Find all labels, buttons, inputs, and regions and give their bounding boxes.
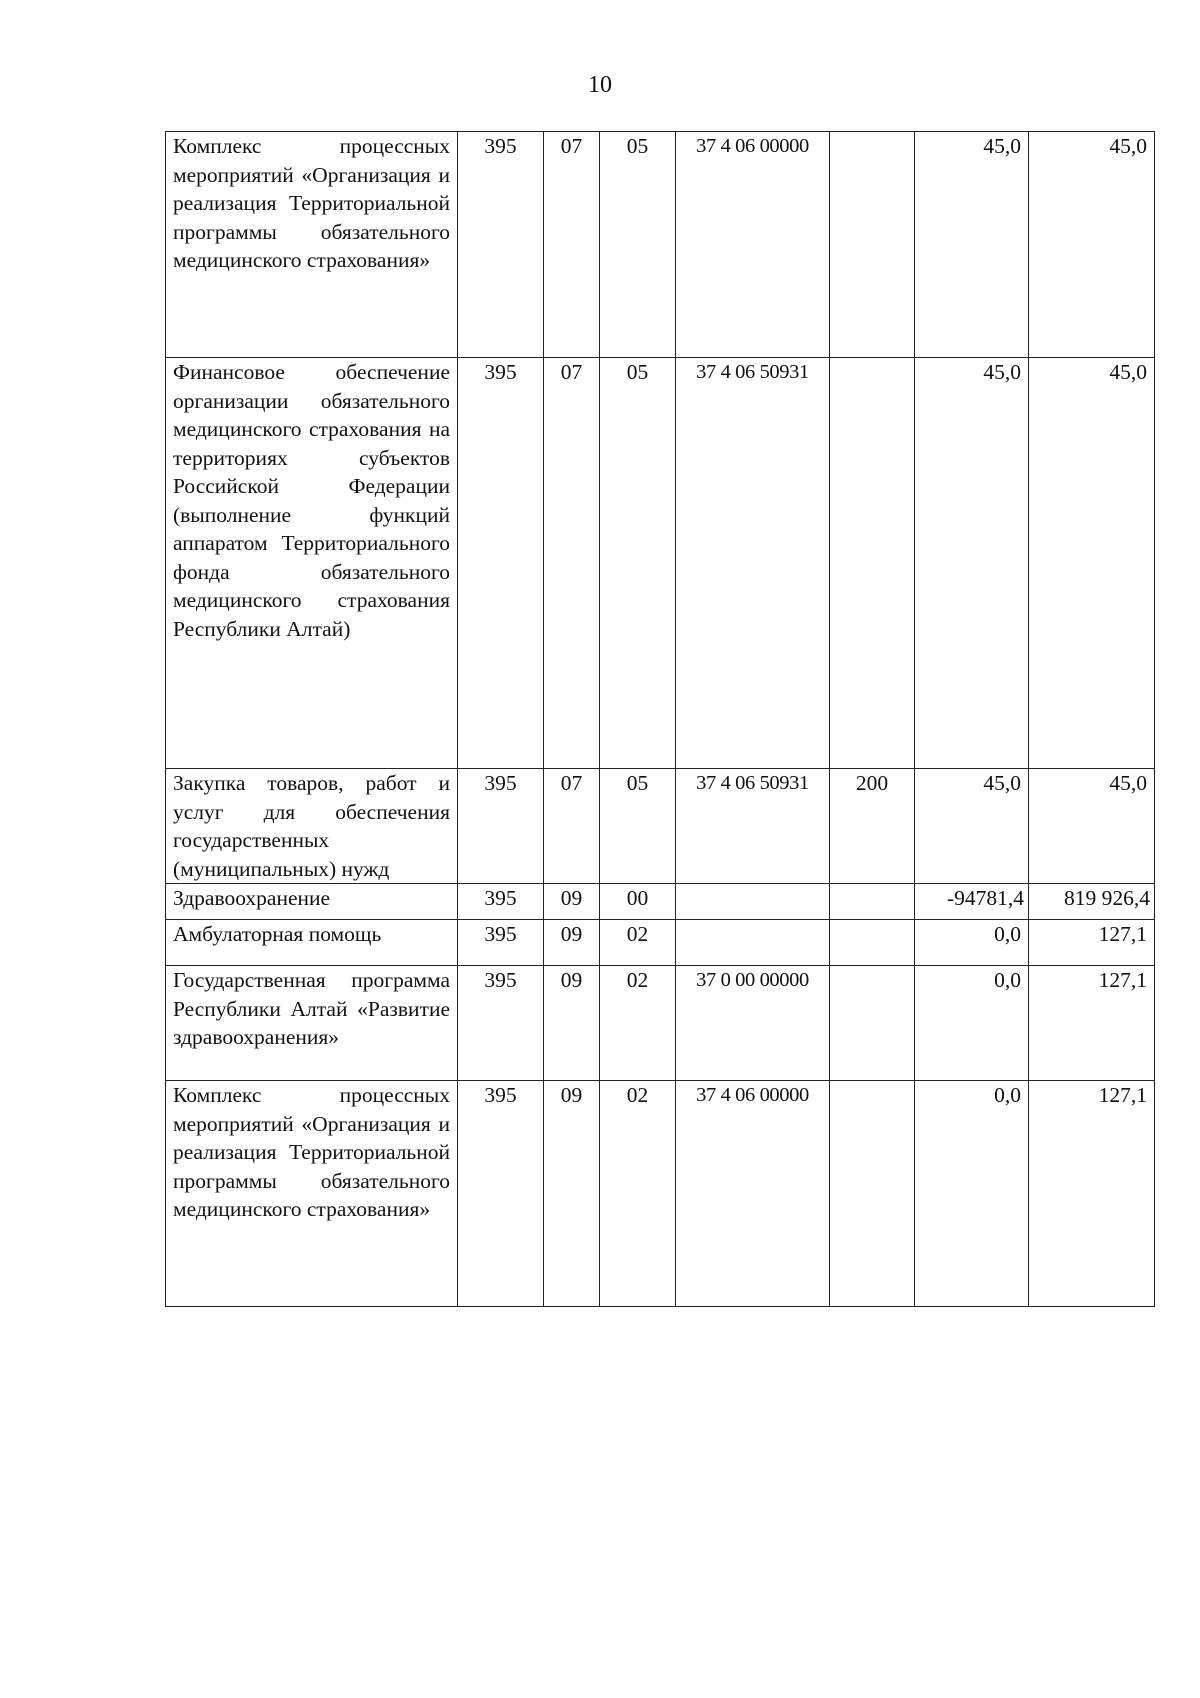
budget-table — [165, 131, 1155, 1307]
expense-type-cell — [830, 358, 915, 769]
target-article-cell: 37 0 00 00000 — [676, 966, 830, 1081]
grbs-cell: 395 — [458, 884, 544, 920]
expense-type-cell — [830, 1081, 915, 1307]
section-cell: 07 — [544, 132, 600, 358]
target-article-cell: 37 4 06 00000 — [676, 132, 830, 358]
grbs-cell: 395 — [458, 1081, 544, 1307]
subsection-cell: 00 — [600, 884, 676, 920]
table-row — [166, 884, 1155, 920]
total-amount-cell: 127,1 — [1029, 1081, 1155, 1307]
row-name-cell: Амбулаторная помощь — [166, 920, 458, 966]
total-amount-cell: 127,1 — [1029, 920, 1155, 966]
subsection-cell: 05 — [600, 769, 676, 884]
page-number: 10 — [588, 72, 612, 98]
target-article-cell — [676, 920, 830, 966]
change-amount-cell: 45,0 — [915, 132, 1029, 358]
grbs-cell: 395 — [458, 132, 544, 358]
row-name-cell: Комплекс процессных мероприятий «Организация и реализация Территориальной программы обязательного медицинского страхования» — [166, 1081, 458, 1307]
change-amount-cell: -94781,4 — [915, 884, 1029, 920]
expense-type-cell — [830, 884, 915, 920]
table-row — [166, 1081, 1155, 1307]
subsection-cell: 05 — [600, 358, 676, 769]
change-amount-cell: 45,0 — [915, 358, 1029, 769]
grbs-cell: 395 — [458, 966, 544, 1081]
total-amount-cell: 127,1 — [1029, 966, 1155, 1081]
row-name-cell: Финансовое обеспечение организации обязательного медицинского страхования на территориях субъектов Российской Федерации (выполнение функций аппаратом Территориального фонда обязательного медицинского страхования Республики Алтай) — [166, 358, 458, 769]
section-cell: 09 — [544, 920, 600, 966]
section-cell: 07 — [544, 358, 600, 769]
target-article-cell — [676, 884, 830, 920]
grbs-cell: 395 — [458, 769, 544, 884]
section-cell: 09 — [544, 966, 600, 1081]
change-amount-cell: 0,0 — [915, 966, 1029, 1081]
subsection-cell: 02 — [600, 920, 676, 966]
change-amount-cell: 0,0 — [915, 1081, 1029, 1307]
expense-type-cell — [830, 966, 915, 1081]
grbs-cell: 395 — [458, 920, 544, 966]
row-name-cell: Государственная программа Республики Алтай «Развитие здравоохранения» — [166, 966, 458, 1081]
subsection-cell: 05 — [600, 132, 676, 358]
change-amount-cell: 0,0 — [915, 920, 1029, 966]
total-amount-cell: 45,0 — [1029, 769, 1155, 884]
row-name-cell: Комплекс процессных мероприятий «Организация и реализация Территориальной программы обязательного медицинского страхования» — [166, 132, 458, 358]
section-cell: 07 — [544, 769, 600, 884]
section-cell: 09 — [544, 884, 600, 920]
change-amount-cell: 45,0 — [915, 769, 1029, 884]
target-article-cell: 37 4 06 00000 — [676, 1081, 830, 1307]
total-amount-cell: 45,0 — [1029, 358, 1155, 769]
total-amount-cell: 45,0 — [1029, 132, 1155, 358]
row-name-cell: Здравоохранение — [166, 884, 458, 920]
expense-type-cell — [830, 132, 915, 358]
table-row — [166, 920, 1155, 966]
subsection-cell: 02 — [600, 1081, 676, 1307]
expense-type-cell — [830, 920, 915, 966]
table-row — [166, 132, 1155, 358]
expense-type-cell: 200 — [830, 769, 915, 884]
table-row — [166, 966, 1155, 1081]
table-row — [166, 769, 1155, 884]
target-article-cell: 37 4 06 50931 — [676, 769, 830, 884]
section-cell: 09 — [544, 1081, 600, 1307]
subsection-cell: 02 — [600, 966, 676, 1081]
table-row — [166, 358, 1155, 769]
grbs-cell: 395 — [458, 358, 544, 769]
total-amount-cell: 819 926,4 — [1029, 884, 1155, 920]
target-article-cell: 37 4 06 50931 — [676, 358, 830, 769]
row-name-cell: Закупка товаров, работ и услуг для обеспечения государственных (муниципальных) нужд — [166, 769, 458, 884]
